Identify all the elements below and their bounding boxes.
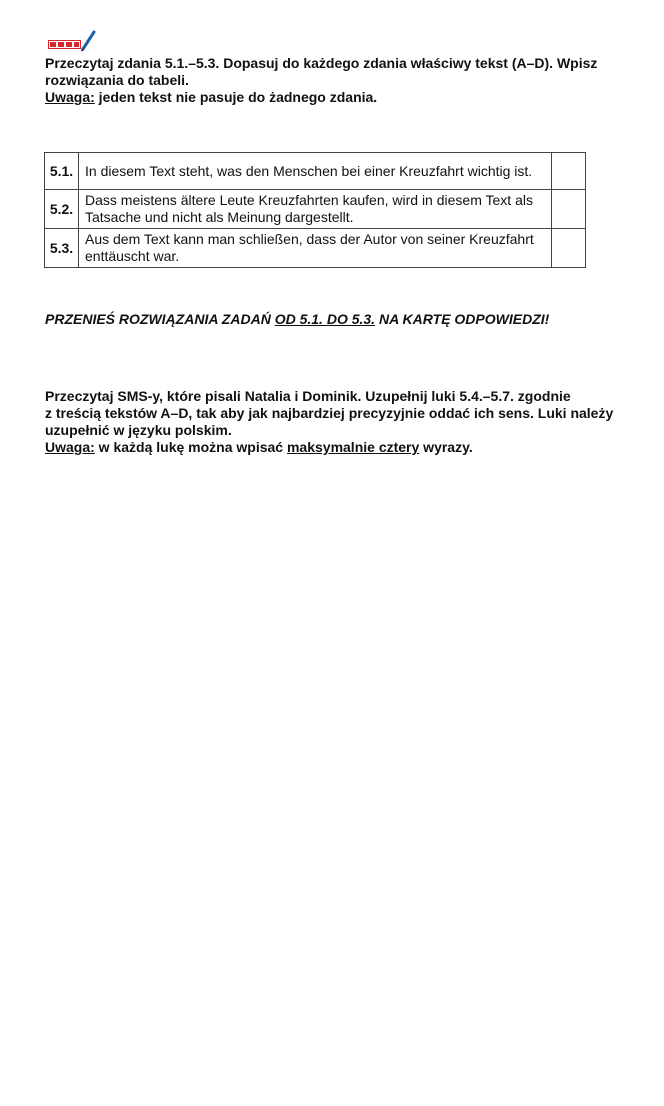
row-statement: In diesem Text steht, was den Menschen bei einer Kreuzfahrt wichtig ist. <box>79 153 552 190</box>
answer-table <box>44 152 586 268</box>
row-statement: Dass meistens ältere Leute Kreuzfahrten kaufen, wird in diesem Text als Tatsache und nicht als Meinung dargestellt. <box>79 190 552 229</box>
instruction-line: Przeczytaj zdania 5.1.–5.3. Dopasuj do każdego zdania właściwy tekst (A–D). Wpisz <box>45 55 598 71</box>
instruction-line: Przeczytaj SMS-y, które pisali Natalia i Dominik. Uzupełnij luki 5.4.–5.7. zgodnie <box>45 388 571 404</box>
answer-box[interactable] <box>552 153 586 190</box>
transfer-text: PRZENIEŚ ROZWIĄZANIA ZADAŃ <box>45 311 275 327</box>
instruction-note <box>45 439 635 456</box>
note-text: w każdą lukę można wpisać <box>94 439 287 455</box>
note-label: Uwaga: <box>45 439 95 455</box>
note-text-end: wyrazy. <box>419 439 473 455</box>
table-row <box>45 190 586 229</box>
note-emphasis: maksymalnie cztery <box>286 439 420 455</box>
task-type-logo <box>48 30 98 52</box>
note-label: Uwaga: <box>45 89 95 105</box>
row-number: 5.1. <box>45 153 79 190</box>
pencil-icon <box>48 30 98 52</box>
note-text: jeden tekst nie pasuje do żadnego zdania. <box>94 89 378 105</box>
instruction-line: uzupełnić w języku polskim. <box>45 422 232 438</box>
table-row <box>45 153 586 190</box>
answer-box[interactable] <box>552 190 586 229</box>
instruction-note <box>45 89 625 106</box>
row-statement: Aus dem Text kann man schließen, dass der Autor von seiner Kreuzfahrt enttäuscht war. <box>79 229 552 268</box>
instruction-line: z treścią tekstów A–D, tak aby jak najbardziej precyzyjnie oddać ich sens. Luki należy <box>45 405 614 421</box>
answer-box[interactable] <box>552 229 586 268</box>
transfer-text-end: NA KARTĘ ODPOWIEDZI! <box>375 311 550 327</box>
table-row <box>45 229 586 268</box>
task-instructions <box>45 55 625 106</box>
sms-task-instructions <box>45 388 635 456</box>
instruction-line: rozwiązania do tabeli. <box>45 72 189 88</box>
row-number: 5.2. <box>45 190 79 229</box>
transfer-range: OD 5.1. DO 5.3. <box>274 311 376 327</box>
row-number: 5.3. <box>45 229 79 268</box>
transfer-notice <box>45 311 549 328</box>
